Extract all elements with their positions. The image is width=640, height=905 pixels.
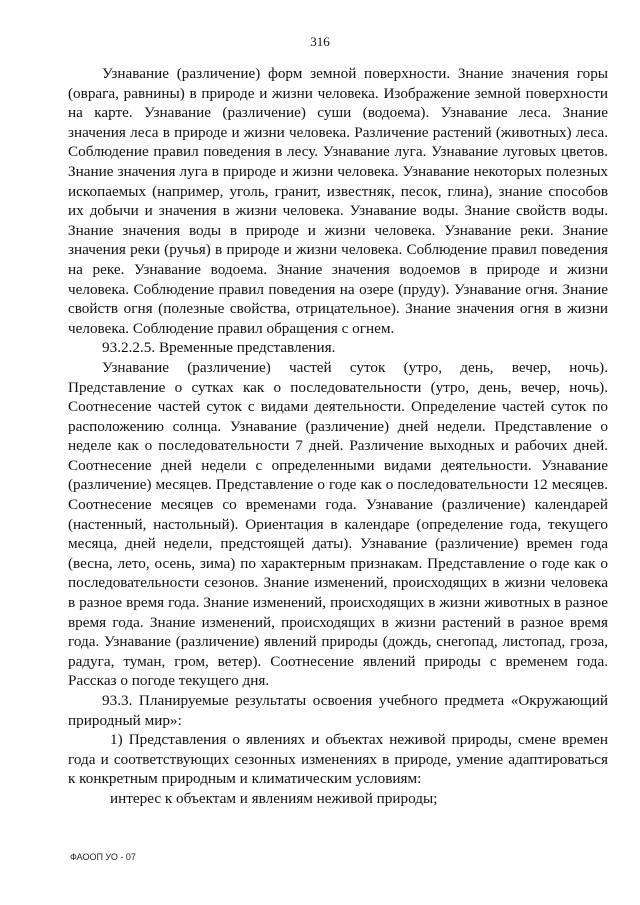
paragraph-interest: интерес к объектам и явлениям неживой природы;: [110, 789, 438, 807]
page-number: 316: [310, 34, 330, 49]
document-body: [68, 64, 608, 809]
section-heading-time-concepts: 93.2.2.5. Временные представления.: [102, 339, 336, 357]
paragraph-time-concepts: Узнавание (различение) частей суток (утро, день, вечер, ночь). Представление о сутках как о последовательности (утро, день, вечер, ночь). Соотнесение частей суток с видами деятельности. Определение частей суток по расположению солнца. Узнавание (различение) дней недели. Представление о неделе как о последовательности 7 дней. Различение выходных и рабочих дней. Соотнесение дней недели с определенными видами деятельности. Узнавание (различение) месяцев. Представление о годе как о последовательности 12 месяцев. Соотнесение месяцев со временами года. Узнавание (различение) календарей (настенный, настольный). Ориентация в календаре (определение года, текущего месяца, дней недели, предстоящей даты). Узнавание (различение) времен года (весна, лето, осень, зима) по характерным признакам. Представление о годе как о последовательности сезонов. Знание изменений, происходящих в жизни человека в разное время года. Знание изменений, происходящих в жизни животных в разное время года. Знание изменений, происходящих в жизни растений в разное время года. Узнавание (различение) явлений природы (дождь, снегопад, листопад, гроза, радуга, туман, гром, ветер). Соотнесение явлений природы с временем года. Рассказ о погоде текущего дня.: [68, 358, 608, 690]
paragraph-surface-forms: Узнавание (различение) форм земной поверхности. Знание значения горы (оврага, равнины) в природе и жизни человека. Изображение земной поверхности на карте. Узнавание (различение) суши (водоема). Узнавание леса. Знание значения леса в природе и жизни человека. Различение растений (животных) леса. Соблюдение правил поведения в лесу. Узнавание луга. Узнавание луговых цветов. Знание значения луга в природе и жизни человека. Узнавание некоторых полезных ископаемых (например, уголь, гранит, известняк, песок, глина), знание способов их добычи и значения в жизни человека. Узнавание воды. Знание свойств воды. Знание значения воды в природе и жизни человека. Узнавание реки. Знание значения реки (ручья) в природе и жизни человека. Соблюдение правил поведения на реке. Узнавание водоема. Знание значения водоемов в природе и жизни человека. Соблюдение правил поведения на озере (пруду). Узнавание огня. Знание свойств огня (полезные свойства, отрицательное). Знание значения огня в жизни человека. Соблюдение правил обращения с огнем.: [68, 65, 608, 337]
section-heading-planned-results: 93.3. Планируемые результаты освоения учебного предмета «Окружающий природный мир»:: [68, 692, 608, 729]
footer-code: ФАООП УО - 07: [70, 852, 136, 862]
paragraph-result-1: 1) Представления о явлениях и объектах неживой природы, смене времен года и соответствующих сезонных изменениях в природе, умение адаптироваться к конкретным природным и климатическим условиям:: [68, 731, 608, 788]
